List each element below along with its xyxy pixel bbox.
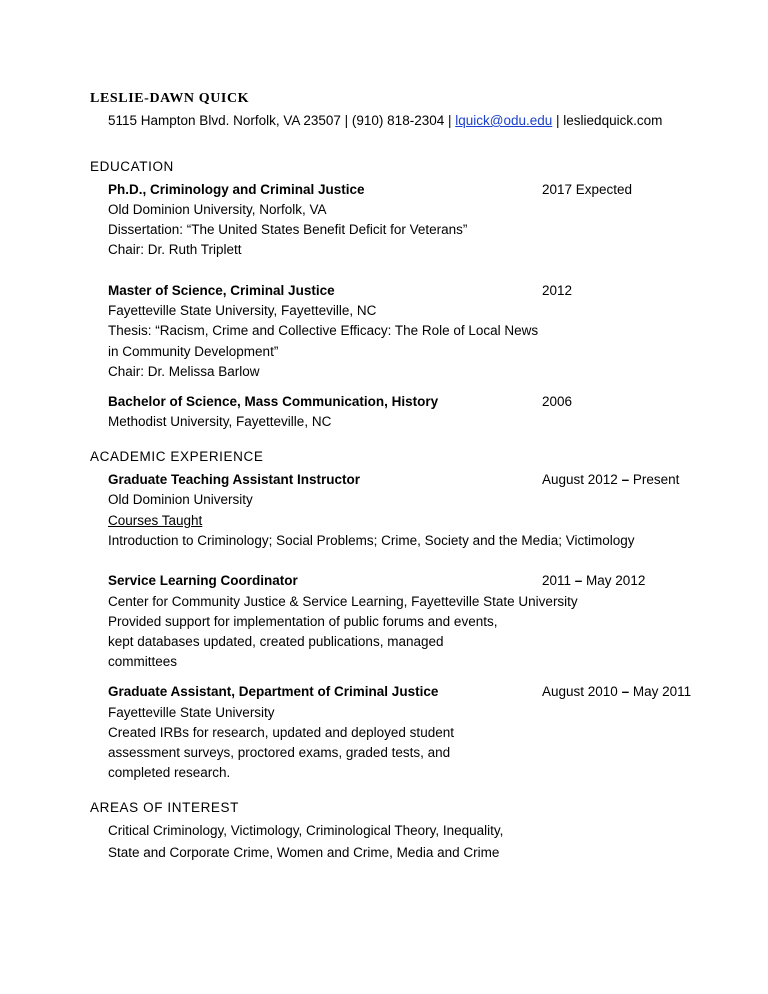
- bs-school: Methodist University, Fayetteville, NC: [108, 414, 332, 429]
- courses-taught-heading: Courses Taught: [108, 513, 203, 528]
- ms-thesis-line2: in Community Development”: [108, 344, 279, 359]
- contact-line: [108, 113, 662, 128]
- slc-org: Center for Community Justice & Service Learning, Fayetteville State University: [108, 594, 578, 609]
- ms-degree: Master of Science, Criminal Justice: [108, 283, 335, 298]
- separator: |: [552, 113, 564, 128]
- slc-date: 2011 – May 2012: [542, 573, 646, 588]
- ga-desc-line1: Created IRBs for research, updated and deployed student: [108, 725, 454, 740]
- interests-line1: Critical Criminology, Victimology, Criminological Theory, Inequality,: [108, 823, 504, 838]
- gta-role: Graduate Teaching Assistant Instructor: [108, 472, 361, 487]
- bs-date: 2006: [542, 394, 573, 409]
- ms-date: 2012: [542, 283, 573, 298]
- section-title-education: EDUCATION: [90, 159, 174, 174]
- slc-desc-line1: Provided support for implementation of public forums and events,: [108, 614, 498, 629]
- slc-role: Service Learning Coordinator: [108, 573, 298, 588]
- phone: (910) 818-2304: [351, 113, 445, 128]
- phd-date: 2017 Expected: [542, 182, 633, 197]
- separator: |: [444, 113, 456, 128]
- ga-role: Graduate Assistant, Department of Criminal Justice: [108, 684, 439, 699]
- section-title-interests: AREAS OF INTEREST: [90, 800, 239, 815]
- slc-desc-line3: committees: [108, 654, 178, 669]
- gta-org: Old Dominion University: [108, 492, 253, 507]
- ga-desc-line3: completed research.: [108, 765, 231, 780]
- section-title-academic: ACADEMIC EXPERIENCE: [90, 449, 264, 464]
- phd-school: Old Dominion University, Norfolk, VA: [108, 202, 327, 217]
- bs-degree: Bachelor of Science, Mass Communication, History: [108, 394, 439, 409]
- address: 5115 Hampton Blvd. Norfolk, VA 23507: [108, 113, 341, 128]
- gta-courses: Introduction to Criminology; Social Problems; Crime, Society and the Media; Victimology: [108, 533, 635, 548]
- phd-dissertation: Dissertation: “The United States Benefit Deficit for Veterans”: [108, 222, 468, 237]
- slc-desc-line2: kept databases updated, created publications, managed: [108, 634, 444, 649]
- email-link[interactable]: lquick@odu.edu: [455, 113, 553, 128]
- ms-thesis-line1: Thesis: “Racism, Crime and Collective Efficacy: The Role of Local News: [108, 323, 539, 338]
- resume-name: LESLIE-DAWN QUICK: [90, 91, 250, 106]
- ms-chair: Chair: Dr. Melissa Barlow: [108, 364, 260, 379]
- phd-chair: Chair: Dr. Ruth Triplett: [108, 242, 242, 257]
- ga-org: Fayetteville State University: [108, 705, 275, 720]
- ga-date: August 2010 – May 2011: [542, 684, 692, 699]
- separator: |: [340, 113, 352, 128]
- ms-school: Fayetteville State University, Fayetteville, NC: [108, 303, 377, 318]
- interests-line2: State and Corporate Crime, Women and Crime, Media and Crime: [108, 845, 500, 860]
- phd-degree: Ph.D., Criminology and Criminal Justice: [108, 182, 365, 197]
- website: lesliedquick.com: [563, 113, 663, 128]
- ga-desc-line2: assessment surveys, proctored exams, graded tests, and: [108, 745, 451, 760]
- gta-date: August 2012 – Present: [542, 472, 680, 487]
